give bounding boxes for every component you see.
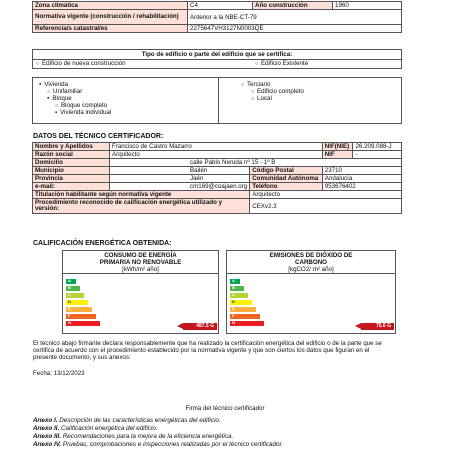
titulacion-label: Titulación habilitante según normativa vigente [33,191,250,199]
consumption-bar-e [66,307,92,312]
annex-label: Anexo II. [33,425,61,432]
declaration-line-1: El técnico abajo firmante declara responsablemente que ha realizado la certificación energética del edificio o de la parte que se [33,340,382,347]
option-vivienda: ● Vivienda [39,81,68,88]
emissions-bar-c [230,293,248,298]
provincia-label: Provincia [33,175,110,183]
consumption-bar-b [66,286,80,291]
procedimiento-label: Procedimiento reconocido de calificación energética utilizado y versión: [33,199,250,214]
option-edificio-completo: ○ Edificio completo [251,88,304,95]
consumption-bar-a [66,279,76,284]
domicilio-value: calle Pablo Neruda nº 15 - 1º B [110,159,402,167]
tel-label: Teléfono [250,183,323,191]
building-type-options [32,77,402,124]
ca-label: Comunidad Autónoma [250,175,323,183]
municipio-value: Bailén [110,167,250,175]
rating-section-title: CALIFICACIÓN ENERGÉTICA OBTENIDA: [33,240,172,247]
emissions-bar-e [230,307,256,312]
consumption-bar-g [66,321,100,326]
nif2-label: NIF [322,151,353,159]
cp-label: Código Postal [250,167,323,175]
option-local: ○ Local [251,95,272,102]
normativa-label: Normativa vigente (construcción / rehabilitación) [33,10,188,25]
emissions-bar-f [230,314,260,319]
municipio-label: Municipio [33,167,110,175]
consumption-bar-c [66,293,84,298]
anio-value: 1960 [333,2,402,10]
ref-value: 2275647VH3127N0003QE [188,25,402,33]
building-type-header [32,49,402,69]
consumption-bar-letter: D [68,299,71,304]
consumption-title-2: PRIMARIA NO RENOVABLE [99,259,182,266]
annex-text: Pruebas, comprobaciones e inspecciones realizadas por el técnico certificador. [62,441,284,448]
anio-label: Año construcción [253,2,333,10]
annex-item [33,433,233,440]
option-bloque: ● Bloque [47,95,72,102]
ca-value: Andalucía [322,175,401,183]
emissions-bar-d [230,300,252,305]
nombre-value: Francisco de Castro Mazarro [110,143,323,151]
consumption-bar-letter: B [68,285,71,290]
consumption-panel [62,250,219,334]
emissions-rating-indicator: 76.6 G [361,323,394,330]
consumption-bar-d [66,300,88,305]
emissions-title-1: EMISIONES DE DIÓXIDO DE [269,252,353,259]
option-new-building: ○ Edificio de nueva construcción [36,60,126,67]
option-bloque-completo: ○ Bloque completo [55,102,107,109]
emissions-bar-letter: C [232,292,235,297]
titulacion-value: Arquitecto [250,191,402,199]
provincia-value: Jaén [110,175,250,183]
domicilio-label: Domicilio [33,159,110,167]
consumption-bar-letter: G [68,320,72,325]
emissions-title-2: CARBONO [295,259,327,266]
certifier-table [32,142,402,214]
emissions-panel [226,250,396,334]
consumption-unit: [kWh/m² año] [122,266,159,273]
razon-label: Razón social [33,151,110,159]
option-terciario: ○ Terciario [241,81,270,88]
consumption-bar-letter: F [68,313,71,318]
cp-value: 23710 [322,167,401,175]
option-vivienda-individual: ▪ Vivienda individual [55,109,111,116]
emissions-bar-letter: G [232,320,236,325]
ref-label: Referencia/s catastral/es [33,25,188,33]
emissions-bar-a [230,279,240,284]
emissions-bar-b [230,286,244,291]
annex-text: Recomendaciones para la mejora de la eficiencia energética. [62,433,234,440]
emissions-bar-letter: D [232,299,235,304]
option-existing-building: ○ Edificio Existente [255,60,308,67]
razon-value: Arquitecto [110,151,323,159]
emissions-bar-letter: A [232,278,235,283]
annex-text: Descripción de las características energéticas del edificio. [59,417,221,424]
zona-label: Zona climática [33,2,188,10]
zona-value: C4 [188,2,253,10]
consumption-bar-letter: C [68,292,71,297]
declaration-date: Fecha: 13/12/2023 [33,370,85,377]
nif-value: 26.209.088-J [353,143,402,151]
annex-label: Anexo IV. [33,441,63,448]
annex-text: Calificación energética del edificio. [61,425,158,432]
declaration-line-2: certifica de acuerdo con el procedimiento establecido por la normativa vigente y que son ciertos los datos que figuran en el [33,347,370,354]
emissions-bar-letter: F [232,313,235,318]
declaration-line-3: presente documento, y sus anexos: [33,354,131,361]
nif-label: NIF(NIE) [322,143,353,151]
annex-item [33,441,283,448]
building-data-table [32,1,402,33]
consumption-title-1: CONSUMO DE ENERGÍA [104,252,177,259]
consumption-bar-f [66,314,96,319]
nif2-value: - [353,151,402,159]
emissions-unit: [kgCO2/ m² año] [288,266,334,273]
building-type-title: Tipo de edificio o parte del edificio que se certifica: [141,51,293,58]
email-value: cm169@coajaen.org [110,183,250,191]
procedimiento-value: CEXv2.3 [250,199,402,214]
annex-item [33,417,221,424]
annex-label: Anexo I. [33,417,60,424]
nombre-label: Nombre y Apellidos [33,143,110,151]
signature-caption: Firma del técnico certificador [185,405,265,412]
certifier-section-title: DATOS DEL TÉCNICO CERTIFICADOR: [33,133,164,140]
consumption-bar-letter: A [68,278,71,283]
consumption-bar-letter: E [68,306,71,311]
normativa-value: Anterior a la NBE-CT-79 [188,10,402,25]
emissions-bar-g [230,321,264,326]
tel-value: 953676402 [322,183,401,191]
annex-item [33,425,158,432]
emissions-bar-letter: E [232,306,235,311]
consumption-rating-indicator: 487.5 G [183,323,217,330]
annex-label: Anexo III. [33,433,63,440]
emissions-bar-letter: B [232,285,235,290]
option-unifamiliar: ○ Unifamiliar [47,88,82,95]
email-label: e-mail: [33,183,110,191]
